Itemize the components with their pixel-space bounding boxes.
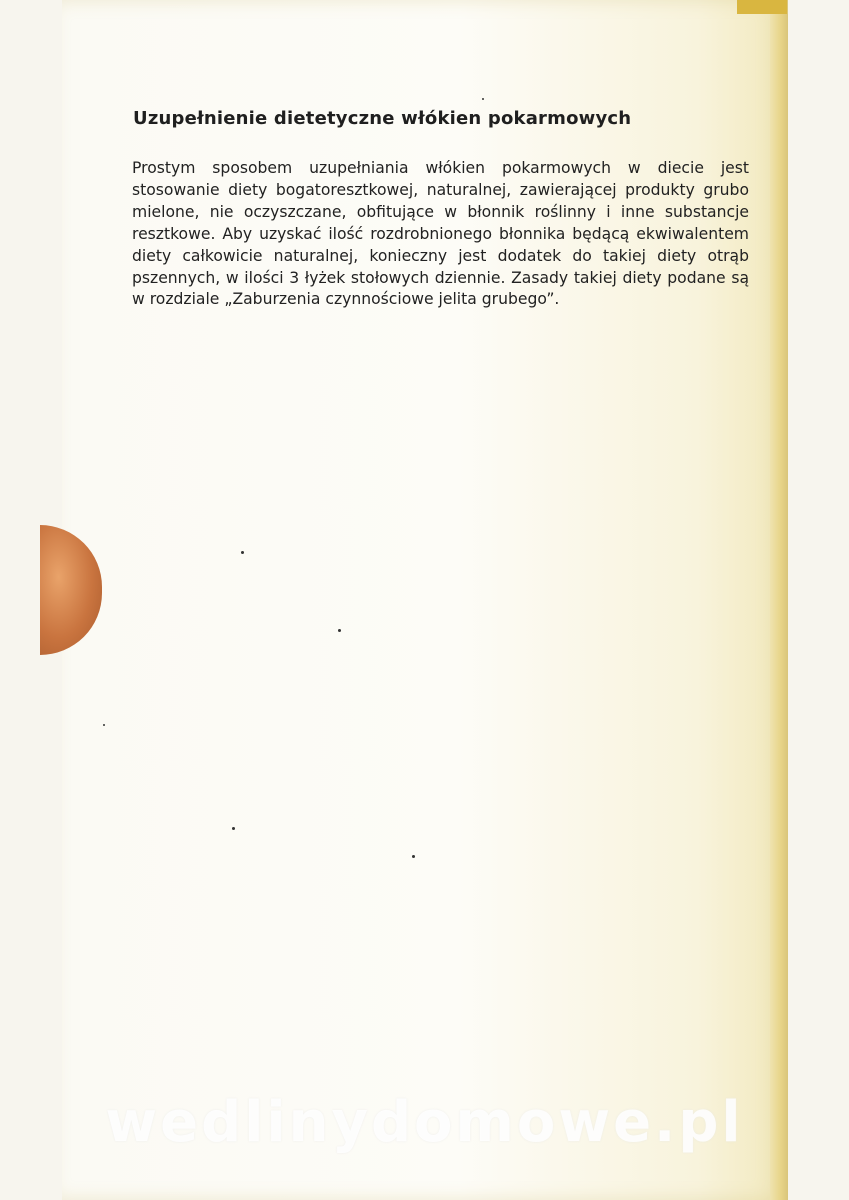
speck	[232, 827, 235, 830]
page-corner	[737, 0, 787, 14]
watermark: wedlinydomowe.pl	[105, 1090, 744, 1155]
speck	[338, 629, 341, 632]
speck	[241, 551, 244, 554]
section-paragraph: Prostym sposobem uzupełniania włókien pokarmowych w diecie jest stosowanie diety bogatoresztkowej, naturalnej, zawierającej produkty grubo mielone, nie oczyszczane, obfitujące w błonnik roślinny i inne substancje resztkowe. Aby uzyskać ilość rozdrobnionego błonnika będącą ekwiwalentem diety całkowicie naturalnej, konieczny jest dodatek do takiej diety otrąb pszennych, w ilości 3 łyżek stołowych dziennie. Zasady takiej diety podane są w rozdziale „Zaburzenia czynnościowe jelita grubego”.	[132, 159, 749, 309]
speck	[103, 724, 105, 726]
speck	[482, 98, 484, 100]
speck	[412, 855, 415, 858]
section-title: Uzupełnienie dietetyczne włókien pokarmowych	[133, 108, 632, 129]
page-edge	[770, 0, 788, 1200]
